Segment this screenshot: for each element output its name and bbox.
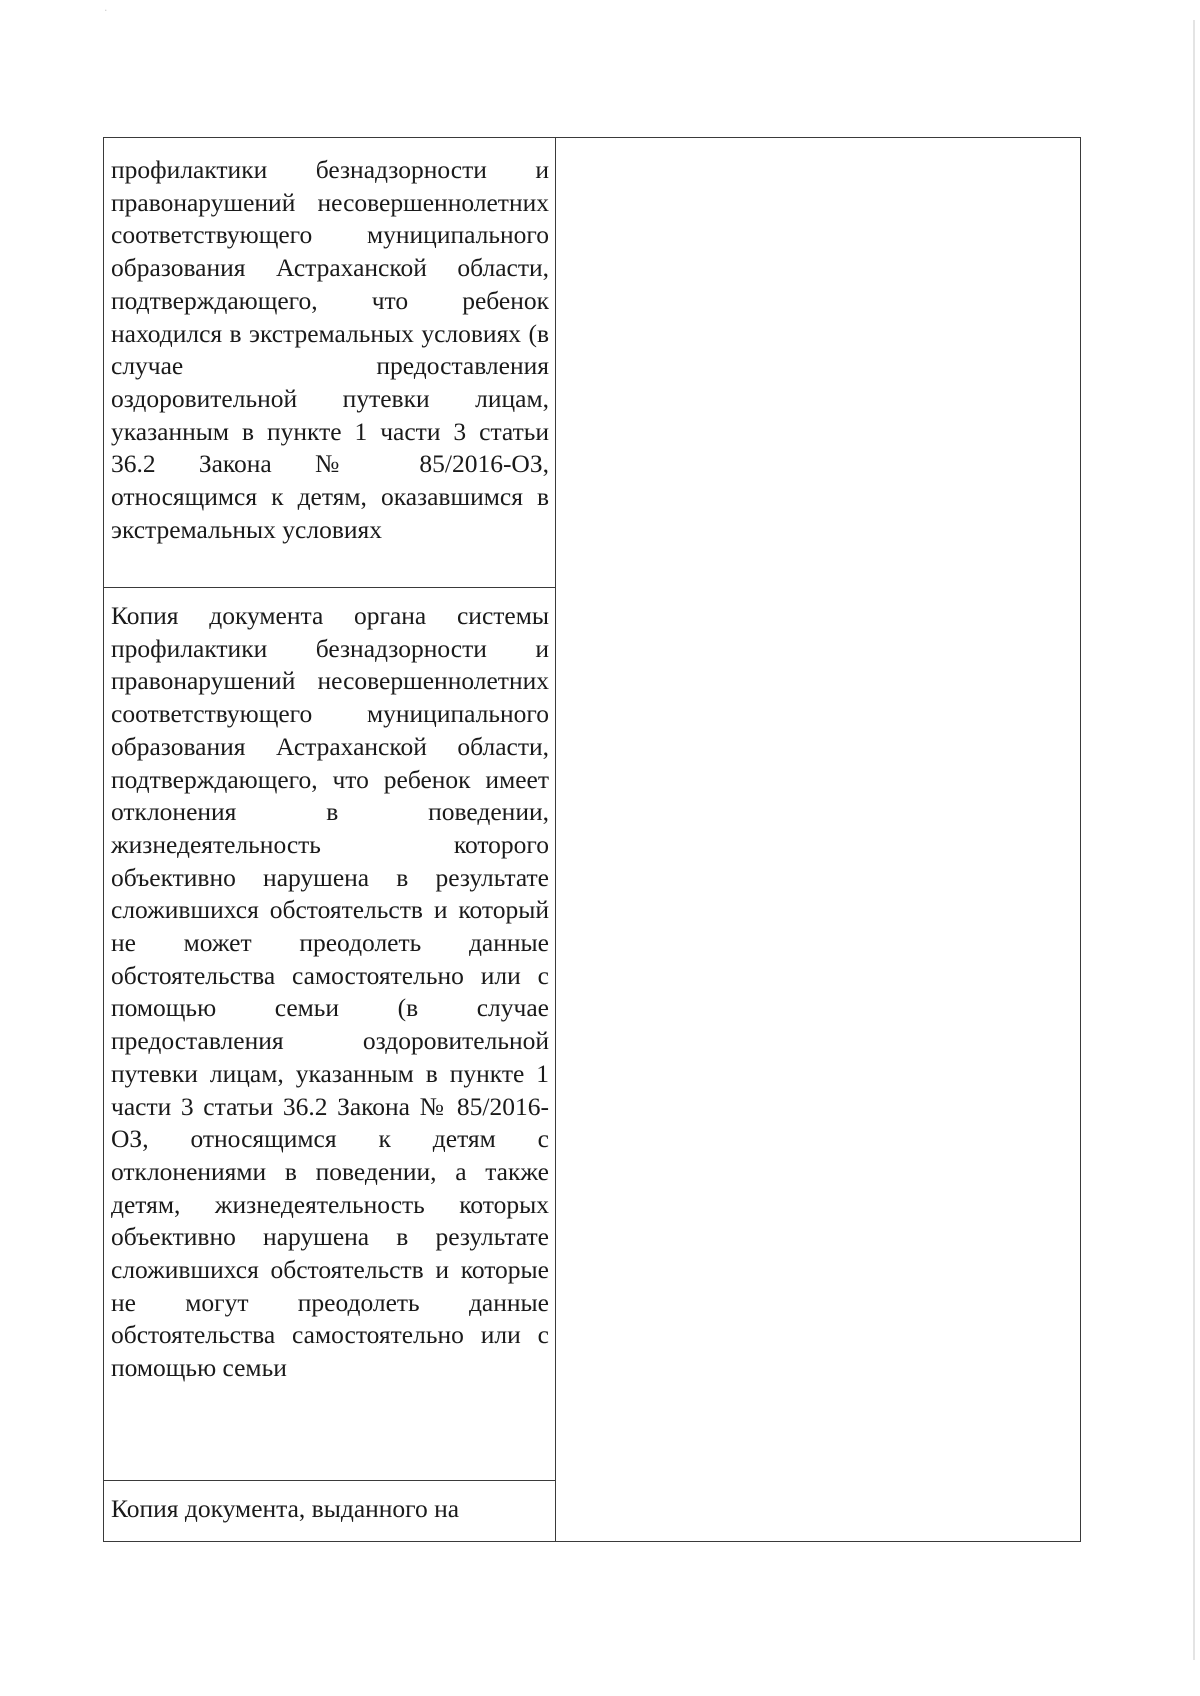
scan-edge-line	[1193, 20, 1195, 1660]
table-cell-row-2: Копия документа органа системы профилактики безнадзорности и правонарушений несовершеннолетних соответствующего муниципального образования Астраханской области, подтверждающего, что ребенок имеет отклонения в поведении, жизнедеятельность которого объективно нарушена в результате сложившихся обстоятельств и который не может преодолеть данные обстоятельства самостоятельно или с помощью семьи (в случае предоставления оздоровительной путевки лицам, указанным в пункте 1 части 3 статьи 36.2 Закона № 85/2016-ОЗ, относящимся к детям с отклонениями в поведении, а также детям, жизнедеятельность которых объективно нарушена в результате сложившихся обстоятельств и которые не могут преодолеть данные обстоятельства самостоятельно или с помощью семьи	[104, 588, 555, 1481]
table-left-column	[104, 138, 556, 1541]
table-cell-row-1: профилактики безнадзорности и правонарушений несовершеннолетних соответствующего муниципального образования Астраханской области, подтверждающего, что ребенок находился в экстремальных условиях (в случае предоставления оздоровительной путевки лицам, указанным в пункте 1 части 3 статьи 36.2 Закона № 85/2016-ОЗ, относящимся к детям, оказавшимся в экстремальных условиях	[104, 138, 555, 588]
table-right-column	[556, 138, 1080, 1541]
document-table	[103, 137, 1081, 1542]
scan-artifact: ·	[104, 4, 108, 17]
table-cell-row-3: Копия документа, выданного на	[111, 1494, 460, 1523]
